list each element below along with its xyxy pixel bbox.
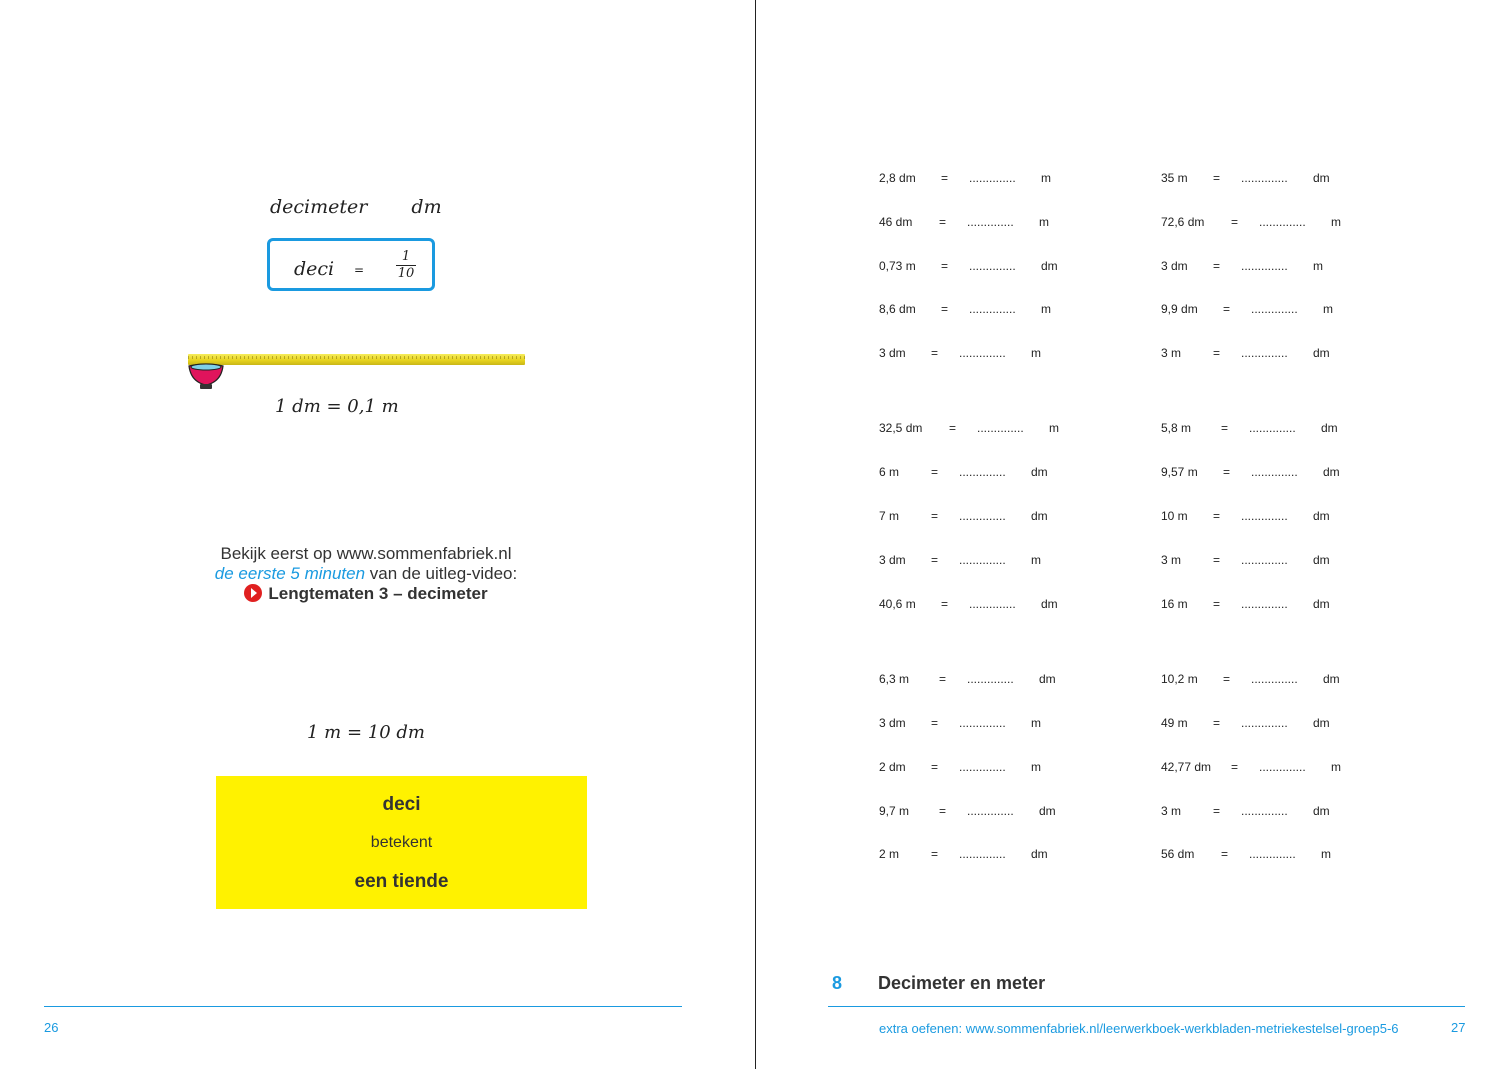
exercise-unit: m [1031, 346, 1041, 360]
deci-equals-sign: = [354, 263, 365, 277]
exercise-value: 7 m [879, 509, 900, 523]
exercise-answer-blank[interactable]: .............. [967, 672, 1014, 686]
exercise-answer-blank[interactable]: .............. [959, 465, 1006, 479]
exercise-equals: = [1213, 346, 1221, 360]
exercise-answer-blank[interactable]: .............. [1249, 421, 1296, 435]
exercise-equals: = [1223, 302, 1231, 316]
exercise-value: 49 m [1161, 716, 1188, 730]
exercise-equals: = [1231, 215, 1239, 229]
exercise-value: 35 m [1161, 171, 1188, 185]
exercise-equals: = [1213, 259, 1221, 273]
exercise-equals: = [1213, 509, 1221, 523]
extra-practice-link[interactable]: extra oefenen: www.sommenfabriek.nl/leerwerkboek-werkbladen-metriekestelsel-groep5-6 [879, 1021, 1399, 1036]
decimeter-ruler-image [188, 354, 525, 365]
exercise-equals: = [931, 465, 939, 479]
ruler-ticks [188, 356, 525, 359]
exercise-answer-blank[interactable]: .............. [959, 509, 1006, 523]
exercise-answer-blank[interactable]: .............. [1251, 465, 1298, 479]
exercise-equals: = [931, 553, 939, 567]
exercise-answer-blank[interactable]: .............. [1241, 597, 1288, 611]
exercise-unit: dm [1313, 509, 1330, 523]
decimeter-heading [270, 196, 442, 218]
exercise-equals: = [941, 171, 949, 185]
dm-abbreviation: dm [411, 196, 442, 218]
exercise-unit: dm [1313, 171, 1330, 185]
exercise-unit: dm [1321, 421, 1338, 435]
fraction-denominator: 10 [397, 266, 415, 281]
exercise-equals: = [931, 760, 939, 774]
exercise-unit: m [1041, 171, 1051, 185]
exercise-value: 72,6 dm [1161, 215, 1205, 229]
exercise-unit: m [1039, 215, 1049, 229]
exercise-value: 3 dm [879, 716, 906, 730]
exercise-answer-blank[interactable]: .............. [1259, 760, 1306, 774]
exercise-unit: dm [1313, 716, 1330, 730]
exercise-unit: dm [1041, 597, 1058, 611]
exercise-value: 10 m [1161, 509, 1188, 523]
exercise-equals: = [939, 672, 947, 686]
left-page [0, 0, 755, 1069]
dm-to-m-equation: 1 dm = 0,1 m [275, 396, 399, 417]
yellow-box-line-3: een tiende [354, 871, 449, 892]
exercise-unit: m [1031, 716, 1041, 730]
exercise-value: 8,6 dm [879, 302, 916, 316]
exercise-value: 3 m [1161, 346, 1182, 360]
exercise-answer-blank[interactable]: .............. [1251, 302, 1298, 316]
exercise-answer-blank[interactable]: .............. [969, 259, 1016, 273]
exercise-value: 0,73 m [879, 259, 916, 273]
video-title[interactable]: Lengtematen 3 – decimeter [268, 584, 488, 603]
exercise-value: 3 dm [879, 346, 906, 360]
exercise-answer-blank[interactable]: .............. [969, 597, 1016, 611]
exercise-value: 2 m [879, 847, 900, 861]
exercise-unit: m [1323, 302, 1333, 316]
one-tenth-fraction [396, 250, 416, 281]
exercise-equals: = [941, 302, 949, 316]
exercise-value: 46 dm [879, 215, 913, 229]
exercise-answer-blank[interactable]: .............. [1241, 509, 1288, 523]
exercise-value: 6 m [879, 465, 900, 479]
video-line-2 [140, 564, 592, 584]
exercise-equals: = [1223, 672, 1231, 686]
exercise-equals: = [1213, 171, 1221, 185]
exercise-unit: m [1031, 553, 1041, 567]
exercise-value: 2,8 dm [879, 171, 916, 185]
exercise-unit: dm [1031, 847, 1048, 861]
video-title-line[interactable] [140, 584, 592, 604]
exercise-unit: m [1313, 259, 1323, 273]
exercise-equals: = [1223, 465, 1231, 479]
exercise-equals: = [941, 597, 949, 611]
exercise-unit: m [1041, 302, 1051, 316]
exercise-value: 9,57 m [1161, 465, 1198, 479]
exercise-equals: = [1213, 716, 1221, 730]
video-duration-link[interactable]: de eerste 5 minuten [214, 564, 366, 583]
exercise-answer-blank[interactable]: .............. [1241, 804, 1288, 818]
exercise-answer-blank[interactable]: .............. [959, 847, 1006, 861]
exercise-unit: dm [1031, 465, 1048, 479]
exercise-unit: dm [1313, 553, 1330, 567]
right-footer-rule [828, 1006, 1465, 1007]
deci-definition-box [267, 238, 435, 291]
exercise-equals: = [1231, 760, 1239, 774]
exercise-answer-blank[interactable]: .............. [1241, 259, 1288, 273]
exercise-unit: dm [1323, 672, 1340, 686]
exercise-answer-blank[interactable]: .............. [959, 346, 1006, 360]
exercise-answer-blank[interactable]: .............. [1251, 672, 1298, 686]
exercise-equals: = [939, 804, 947, 818]
deci-word: deci [294, 258, 335, 280]
exercise-equals: = [941, 259, 949, 273]
deci-meaning-box [216, 776, 587, 909]
exercise-value: 16 m [1161, 597, 1188, 611]
exercise-equals: = [939, 215, 947, 229]
exercise-value: 3 dm [879, 553, 906, 567]
exercise-value: 42,77 dm [1161, 760, 1212, 774]
exercise-unit: dm [1323, 465, 1340, 479]
exercise-unit: m [1031, 760, 1041, 774]
exercise-equals: = [1221, 421, 1229, 435]
exercise-value: 9,7 m [879, 804, 910, 818]
play-icon[interactable] [244, 584, 262, 602]
book-spine [755, 0, 756, 1069]
m-to-dm-equation: 1 m = 10 dm [307, 722, 425, 743]
exercise-value: 5,8 m [1161, 421, 1192, 435]
exercise-unit: m [1331, 760, 1341, 774]
left-page-number: 26 [44, 1020, 59, 1035]
decimeter-word: decimeter [270, 196, 368, 218]
right-page-number: 27 [1451, 1020, 1466, 1035]
exercise-unit: dm [1039, 804, 1056, 818]
exercise-answer-blank[interactable]: .............. [1241, 716, 1288, 730]
exercise-equals: = [1213, 553, 1221, 567]
video-instructions [140, 544, 592, 604]
exercise-answer-blank[interactable]: .............. [1249, 847, 1296, 861]
exercise-unit: m [1049, 421, 1059, 435]
exercise-equals: = [949, 421, 957, 435]
exercise-value: 56 dm [1161, 847, 1195, 861]
exercise-answer-blank[interactable]: .............. [959, 553, 1006, 567]
video-line-2-rest: van de uitleg-video: [365, 564, 518, 583]
exercise-equals: = [931, 509, 939, 523]
exercise-equals: = [931, 716, 939, 730]
exercise-answer-blank[interactable]: .............. [969, 171, 1016, 185]
exercise-value: 9,9 dm [1161, 302, 1198, 316]
exercise-value: 10,2 m [1161, 672, 1198, 686]
exercise-answer-blank[interactable]: .............. [1241, 346, 1288, 360]
exercise-equals: = [931, 346, 939, 360]
exercise-equals: = [1213, 804, 1221, 818]
exercise-unit: dm [1313, 804, 1330, 818]
chapter-title: Decimeter en meter [878, 973, 1046, 993]
exercise-value: 40,6 m [879, 597, 916, 611]
exercise-value: 32,5 dm [879, 421, 923, 435]
exercise-unit: dm [1313, 597, 1330, 611]
exercise-value: 6,3 m [879, 672, 910, 686]
exercise-answer-blank[interactable]: .............. [1241, 553, 1288, 567]
exercise-answer-blank[interactable]: .............. [959, 716, 1006, 730]
fraction-numerator: 1 [401, 249, 411, 264]
exercise-value: 3 m [1161, 553, 1182, 567]
exercise-unit: m [1331, 215, 1341, 229]
video-line-1: Bekijk eerst op www.sommenfabriek.nl [220, 544, 512, 563]
exercise-unit: dm [1039, 672, 1056, 686]
exercise-unit: dm [1041, 259, 1058, 273]
exercise-answer-blank[interactable]: .............. [1259, 215, 1306, 229]
exercise-equals: = [1221, 847, 1229, 861]
yellow-box-line-1: deci [382, 794, 421, 815]
exercise-value: 2 dm [879, 760, 906, 774]
exercise-value: 3 m [1161, 804, 1182, 818]
exercise-equals: = [1213, 597, 1221, 611]
exercise-answer-blank[interactable]: .............. [959, 760, 1006, 774]
exercise-answer-blank[interactable]: .............. [969, 302, 1016, 316]
exercise-equals: = [931, 847, 939, 861]
exercise-unit: m [1321, 847, 1331, 861]
exercise-value: 3 dm [1161, 259, 1188, 273]
exercise-answer-blank[interactable]: .............. [977, 421, 1024, 435]
exercise-answer-blank[interactable]: .............. [967, 804, 1014, 818]
yellow-box-line-2: betekent [370, 834, 433, 851]
left-footer-rule [44, 1006, 682, 1007]
exercise-answer-blank[interactable]: .............. [1241, 171, 1288, 185]
chapter-number: 8 [832, 973, 843, 993]
exercise-unit: dm [1313, 346, 1330, 360]
bowl-icon [188, 362, 224, 392]
exercise-answer-blank[interactable]: .............. [967, 215, 1014, 229]
exercise-unit: dm [1031, 509, 1048, 523]
